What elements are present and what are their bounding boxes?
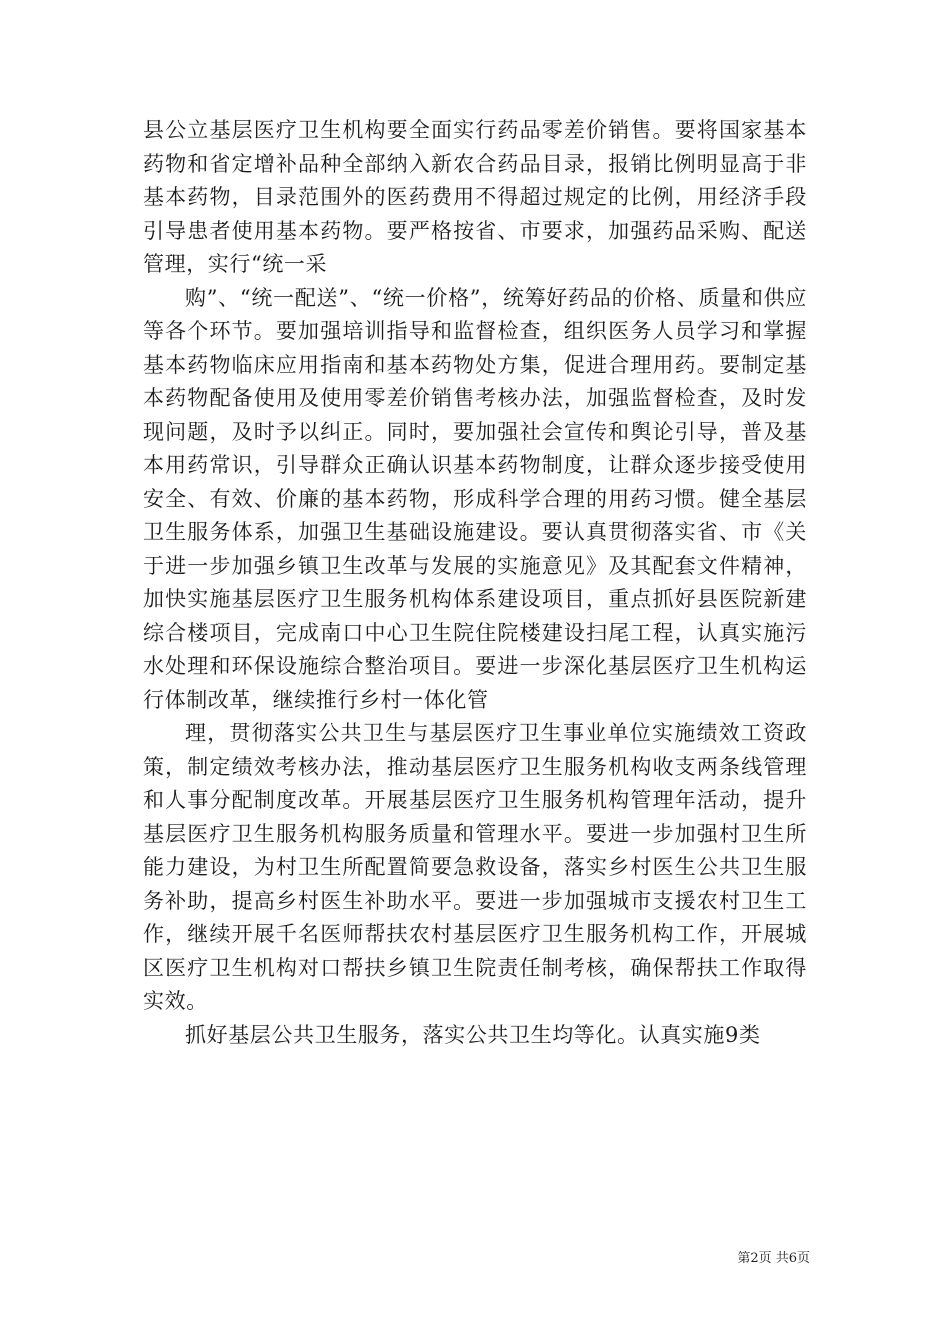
paragraph-3: 理，贯彻落实公共卫生与基层医疗卫生事业单位实施绩效工资政策，制定绩效考核办法，推动基层医疗卫生服务机构收支两条线管理和人事分配制度改革。开展基层医疗卫生服务机构管理年活动，提升基层医疗卫生服务机构服务质量和管理水平。要进一步加强村卫生所能力建设，为村卫生所配置简要急救设备，落实乡村医生公共卫生服务补助，提高乡村医生补助水平。要进一步加强城市支援农村卫生工作，继续开展千名医师帮扶农村基层医疗卫生服务机构工作，开展城区医疗卫生机构对口帮扶乡镇卫生院责任制考核，确保帮扶工作取得实效。 (143, 721, 807, 1013)
page-number-footer: 第2页 共6页 (737, 1251, 810, 1266)
document-body (143, 114, 807, 1052)
paragraph-2: 购”、“统一配送”、“统一价格”，统筹好药品的价格、质量和供应等各个环节。要加强培训指导和监督检查，组织医务人员学习和掌握基本药物临床应用指南和基本药物处方集，促进合理用药。要制定基本药物配备使用及使用零差价销售考核办法，加强监督检查，及时发现问题，及时予以纠正。同时，要加强社会宣传和舆论引导，普及基本用药常识，引导群众正确认识基本药物制度，让群众逐步接受使用安全、有效、价廉的基本药物，形成科学合理的用药习惯。健全基层卫生服务体系，加强卫生基础设施建设。要认真贯彻落实省、市《关于进一步加强乡镇卫生改革与发展的实施意见》及其配套文件精神，加快实施基层医疗卫生服务机构体系建设项目，重点抓好县医院新建综合楼项目，完成南口中心卫生院住院楼建设扫尾工程，认真实施污水处理和环保设施综合整治项目。要进一步深化基层医疗卫生机构运行体制改革，继续推行乡村一体化管 (143, 285, 807, 712)
paragraph-1: 县公立基层医疗卫生机构要全面实行药品零差价销售。要将国家基本药物和省定增补品种全部纳入新农合药品目录，报销比例明显高于非基本药物，目录范围外的医药费用不得超过规定的比例，用经济手段引导患者使用基本药物。要严格按省、市要求，加强药品采购、配送管理，实行“统一采 (143, 118, 807, 276)
paragraph-4: 抓好基层公共卫生服务，落实公共卫生均等化。认真实施9类 (185, 1022, 761, 1047)
